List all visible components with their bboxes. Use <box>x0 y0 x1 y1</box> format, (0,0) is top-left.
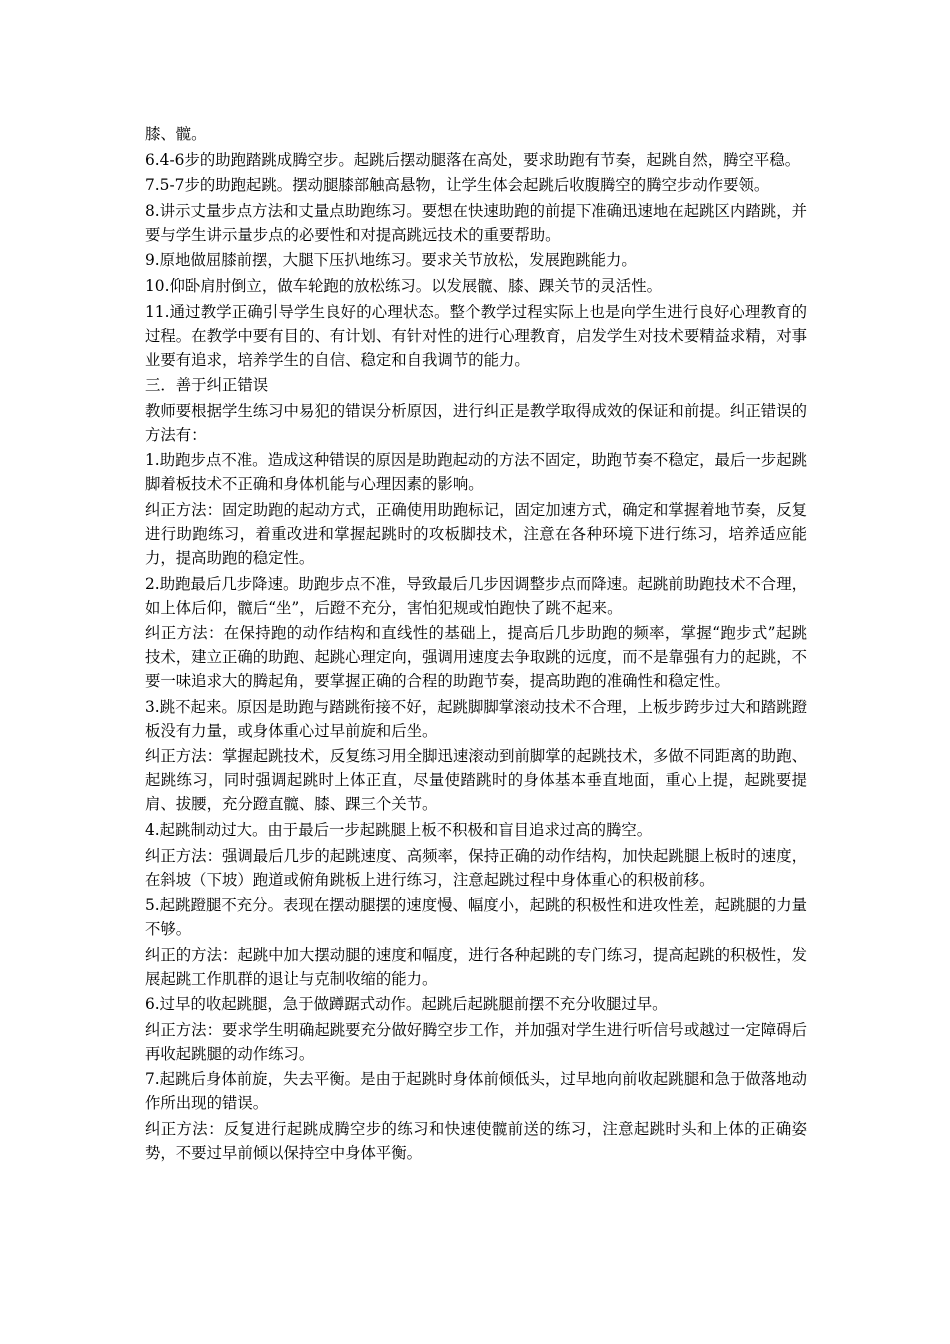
correction-method-7: 纠正方法：反复进行起跳成腾空步的练习和快速使髋前送的练习，注意起跳时头和上体的正确姿势，不要过早前倾以保持空中身体平衡。 <box>145 1120 807 1163</box>
error-item-7: 7.起跳后身体前旋，失去平衡。是由于起跳时身体前倾低头，过早地向前收起跳腿和急于做落地动作所出现的错误。 <box>145 1070 807 1113</box>
correction-method-6: 纠正方法：要求学生明确起跳要充分做好腾空步工作，并加强对学生进行听信号或越过一定障碍后再收起跳腿的动作练习。 <box>145 1020 807 1063</box>
paragraph-item-11: 11.通过教学正确引导学生良好的心理状态。整个教学过程实际上也是向学生进行良好心理教育的过程。在教学中要有目的、有计划、有针对性的进行心理教育，启发学生对技术要精益求精，对事业要有追求，培养学生的自信、稳定和自我调节的能力。 <box>145 302 807 369</box>
correction-method-1: 纠正方法：固定助跑的起动方式，正确使用助跑标记，固定加速方式，确定和掌握着地节奏，反复进行助跑练习，着重改进和掌握起跳时的攻板脚技术，注意在各种环境下进行练习，培养适应能力，提高助跑的稳定性。 <box>145 500 807 567</box>
error-item-6: 6.过早的收起跳腿，急于做蹲踞式动作。起跳后起跳腿前摆不充分收腿过早。 <box>145 995 668 1014</box>
correction-method-2: 纠正方法：在保持跑的动作结构和直线性的基础上，提高后几步助跑的频率，掌握“跑步式”起跳技术，建立正确的助跑、起跳心理定向，强调用速度去争取跳的远度，而不是靠强有力的起跳，不要一味追求大的腾起角，要掌握正确的合程的助跑节奏，提高助跑的准确性和稳定性。 <box>145 624 807 691</box>
section-intro: 教师要根据学生练习中易犯的错误分析原因，进行纠正是教学取得成效的保证和前提。纠正错误的方法有： <box>145 401 807 444</box>
correction-method-5: 纠正的方法：起跳中加大摆动腿的速度和幅度，进行各种起跳的专门练习，提高起跳的积极性，发展起跳工作肌群的退让与克制收缩的能力。 <box>145 945 807 988</box>
error-item-3: 3.跳不起来。原因是助跑与踏跳衔接不好，起跳脚脚掌滚动技术不合理，上板步跨步过大和踏跳蹬板没有力量，或身体重心过早前旋和后坐。 <box>145 697 807 740</box>
paragraph-item-9: 9.原地做屈膝前摆，大腿下压扒地练习。要求关节放松，发展跑跳能力。 <box>145 251 637 270</box>
correction-method-4: 纠正方法：强调最后几步的起跳速度、高频率，保持正确的动作结构，加快起跳腿上板时的速度，在斜坡（下坡）跑道或俯角跳板上进行练习，注意起跳过程中身体重心的积极前移。 <box>145 846 807 889</box>
section-heading: 三．善于纠正错误 <box>145 376 269 395</box>
document-page <box>145 122 807 1165</box>
paragraph-continuation: 膝、髋。 <box>145 125 207 143</box>
error-item-4: 4.起跳制动过大。由于最后一步起跳腿上板不积极和盲目追求过高的腾空。 <box>145 820 653 839</box>
error-item-1: 1.助跑步点不准。造成这种错误的原因是助跑起动的方法不固定，助跑节奏不稳定，最后一步起跳脚着板技术不正确和身体机能与心理因素的影响。 <box>145 451 807 494</box>
paragraph-item-7: 7.5-7步的助跑起跳。摆动腿膝部触高悬物，让学生体会起跳后收腹腾空的腾空步动作要领。 <box>145 176 770 195</box>
paragraph-item-8: 8.讲示丈量步点方法和丈量点助跑练习。要想在快速助跑的前提下准确迅速地在起跳区内踏跳，并要与学生讲示量步点的必要性和对提高跳远技术的重要帮助。 <box>145 201 807 244</box>
correction-method-3: 纠正方法：掌握起跳技术，反复练习用全脚迅速滚动到前脚掌的起跳技术，多做不同距离的助跑、起跳练习，同时强调起跳时上体正直，尽量使踏跳时的身体基本垂直地面，重心上提，起跳要提肩、拔腰，充分蹬直髋、膝、踝三个关节。 <box>145 747 807 814</box>
error-item-2: 2.助跑最后几步降速。助跑步点不准，导致最后几步因调整步点而降速。起跳前助跑技术不合理，如上体后仰，髋后“坐”，后蹬不充分，害怕犯规或怕跑快了跳不起来。 <box>145 574 807 617</box>
error-item-5: 5.起跳蹬腿不充分。表现在摆动腿摆的速度慢、幅度小，起跳的积极性和进攻性差，起跳腿的力量不够。 <box>145 896 807 939</box>
paragraph-item-10: 10.仰卧肩肘倒立，做车轮跑的放松练习。以发展髋、膝、踝关节的灵活性。 <box>145 276 662 295</box>
paragraph-item-6: 6.4-6步的助跑踏跳成腾空步。起跳后摆动腿落在高处，要求助跑有节奏，起跳自然，腾空平稳。 <box>145 150 801 169</box>
